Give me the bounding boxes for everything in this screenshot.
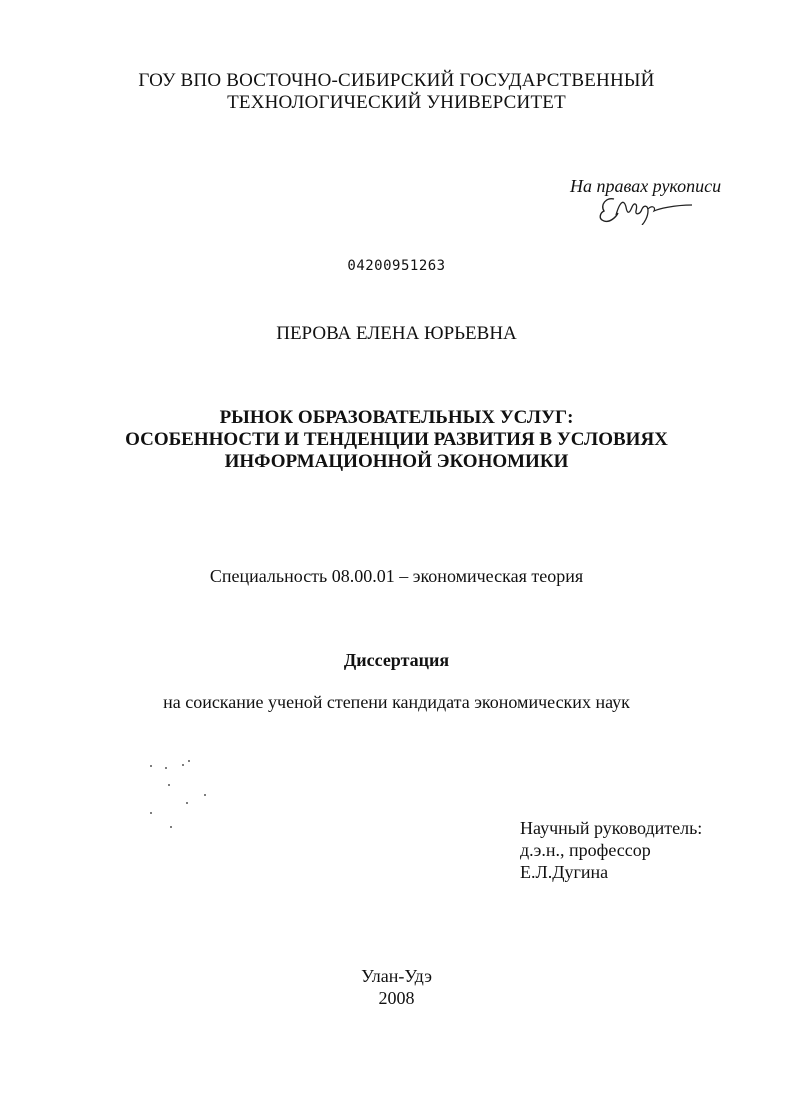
scan-speck	[150, 765, 152, 767]
document-type: Диссертация	[343, 650, 450, 670]
scan-speck	[170, 826, 172, 828]
title-line-2: ОСОБЕННОСТИ И ТЕНДЕНЦИИ РАЗВИТИЯ В УСЛОВИЯХ	[125, 429, 668, 450]
scan-speck	[204, 794, 206, 796]
university-line-2: ТЕХНОЛОГИЧЕСКИЙ УНИВЕРСИТЕТ	[227, 92, 566, 113]
university-line-1: ГОУ ВПО ВОСТОЧНО-СИБИРСКИЙ ГОСУДАРСТВЕННЫЙ	[138, 70, 655, 91]
year: 2008	[378, 988, 415, 1008]
signature-icon	[596, 193, 696, 225]
author-name: ПЕРОВА ЕЛЕНА ЮРЬЕВНА	[276, 323, 517, 344]
city: Улан-Удэ	[361, 966, 432, 986]
scan-speck	[150, 812, 152, 814]
scan-speck	[168, 784, 170, 786]
registration-number: 04200951263	[347, 258, 446, 274]
supervisor-rank: д.э.н., профессор	[520, 840, 651, 860]
supervisor-label: Научный руководитель:	[520, 818, 703, 838]
specialty: Специальность 08.00.01 – экономическая теория	[209, 566, 584, 586]
scan-speck	[188, 760, 190, 762]
title-line-3: ИНФОРМАЦИОННОЙ ЭКОНОМИКИ	[224, 451, 569, 472]
supervisor-name: Е.Л.Дугина	[520, 862, 609, 882]
manuscript-note: На правах рукописи	[570, 176, 722, 196]
title-line-1: РЫНОК ОБРАЗОВАТЕЛЬНЫХ УСЛУГ:	[219, 407, 574, 428]
scan-speck	[186, 802, 188, 804]
scan-speck	[182, 764, 184, 766]
degree-statement: на соискание ученой степени кандидата экономических наук	[163, 692, 630, 712]
scan-speck	[165, 767, 167, 769]
